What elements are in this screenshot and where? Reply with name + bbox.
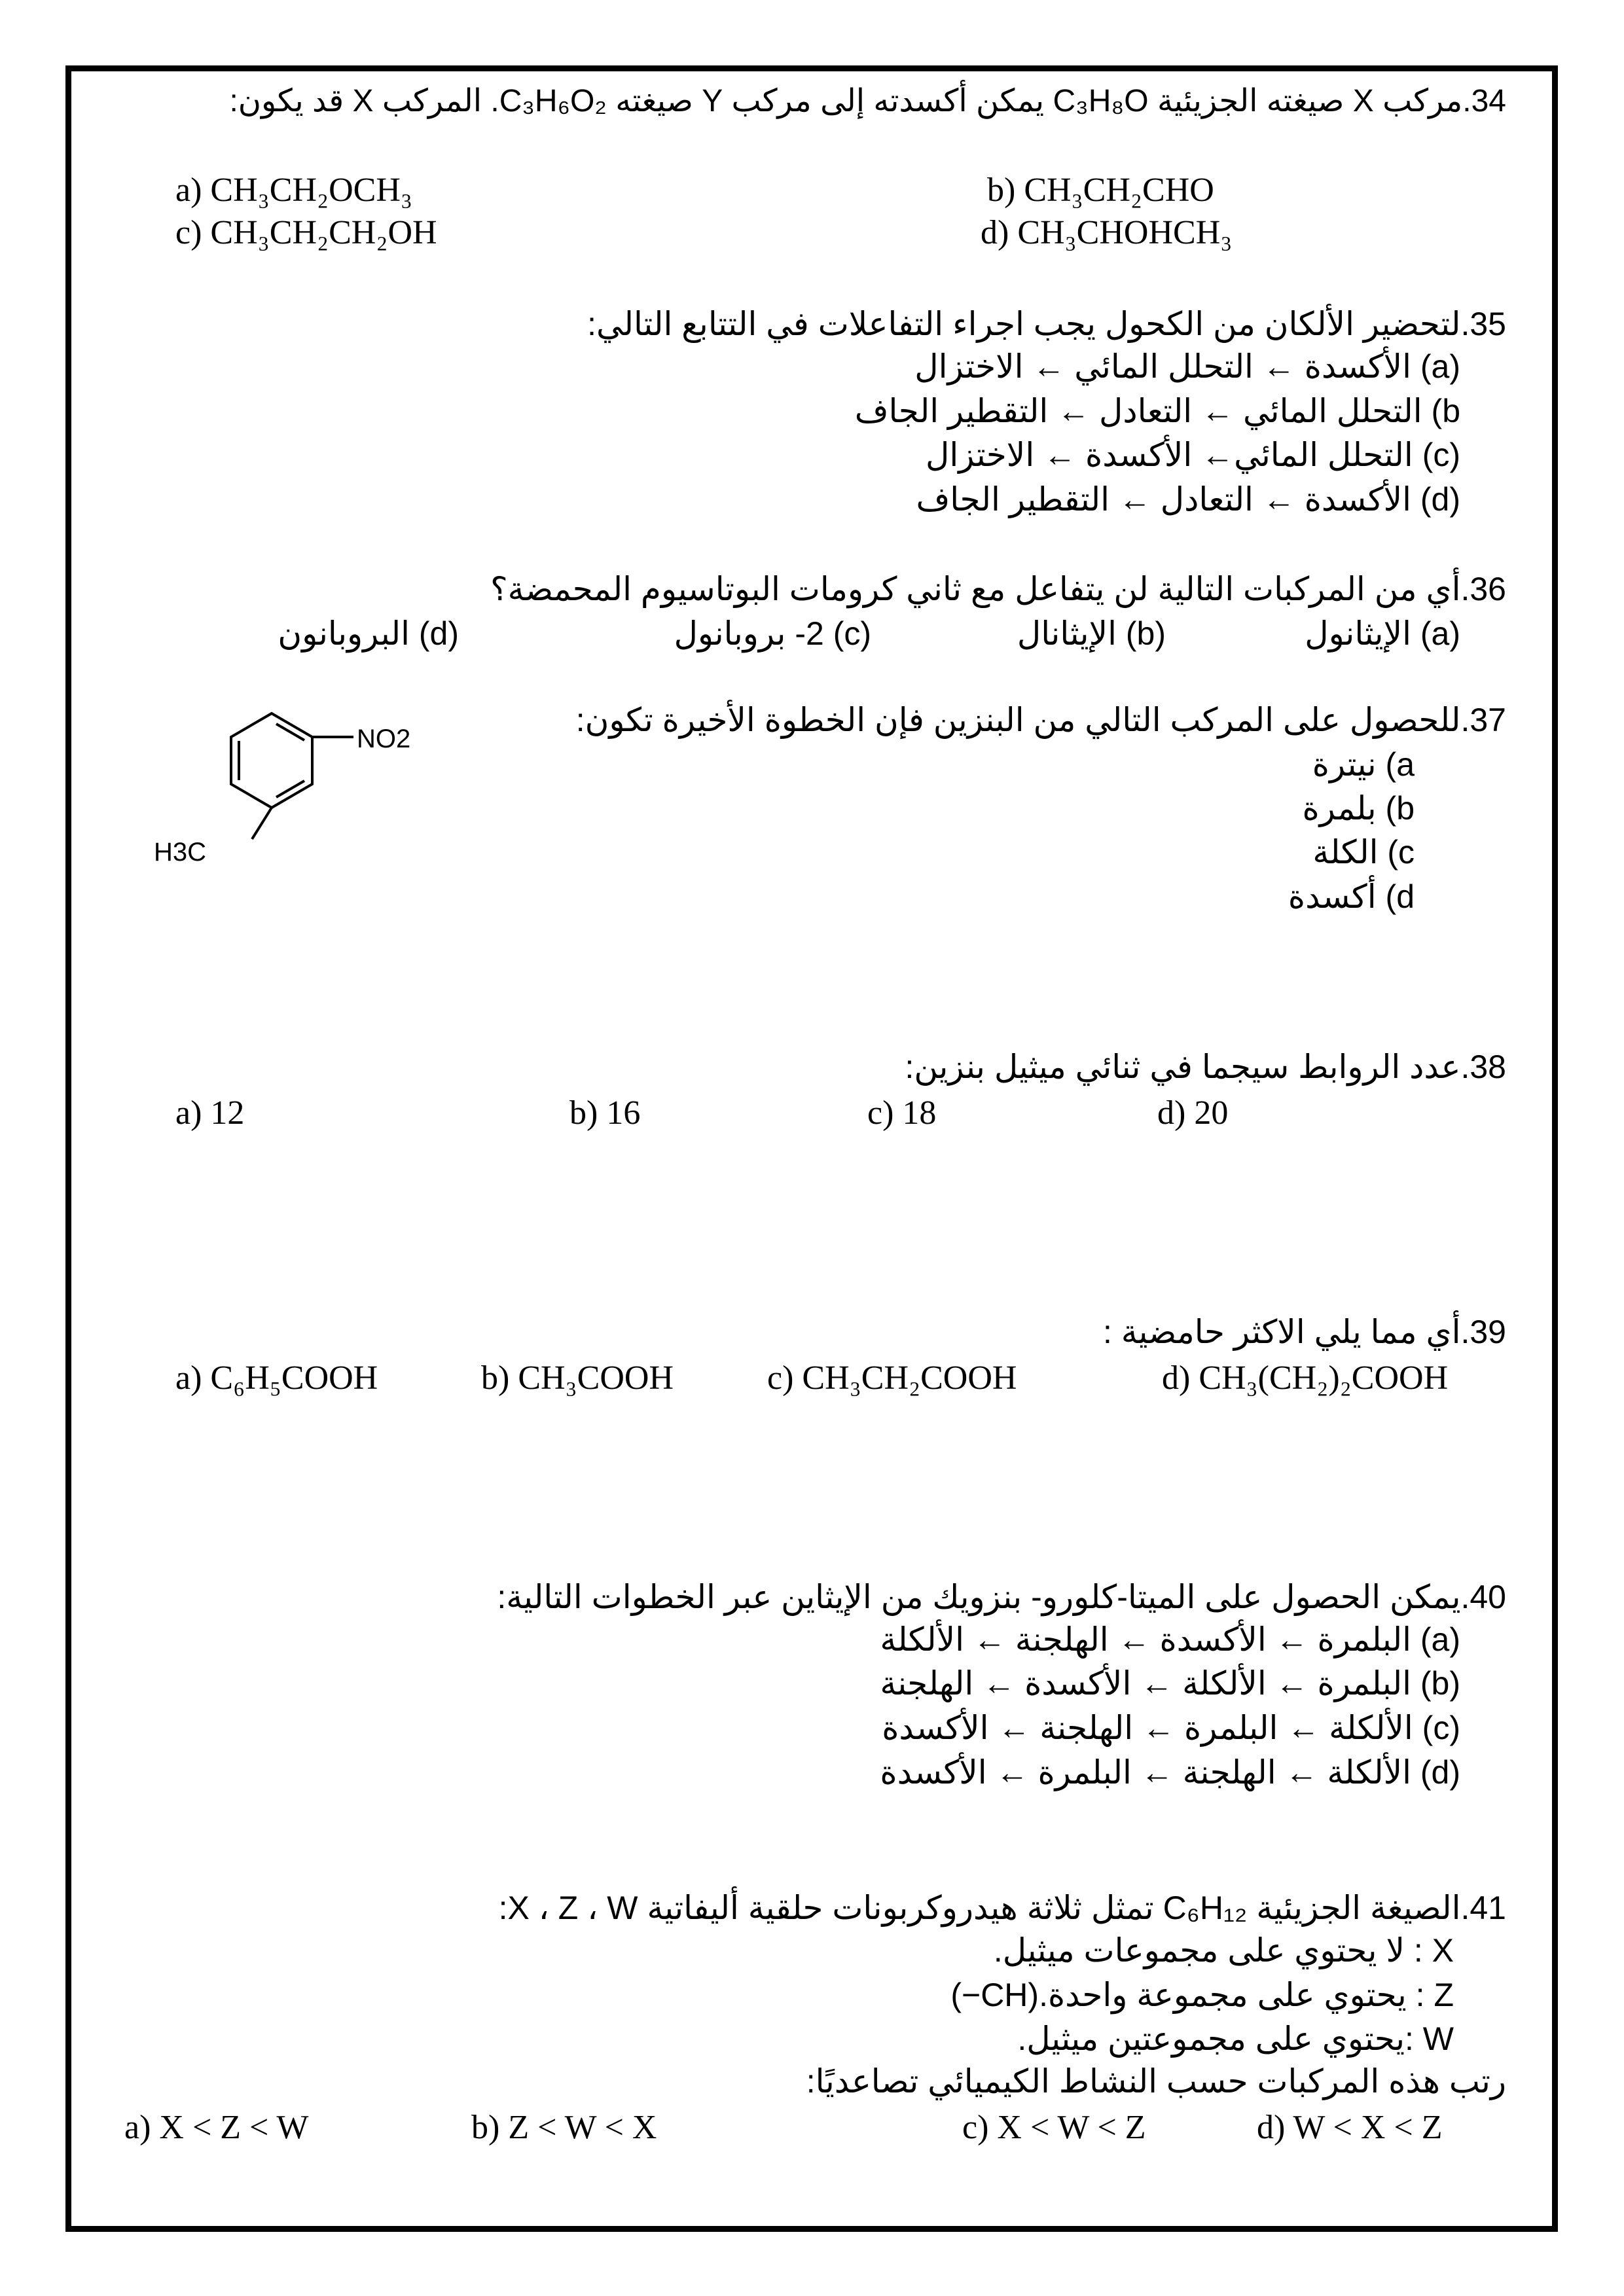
q35-option-c[interactable]: (c) التحلل المائي← الأكسدة ← الاختزال — [926, 437, 1460, 473]
q41-option-b[interactable]: b) Z < W < X — [471, 2109, 657, 2146]
q36-option-d[interactable]: (d) البروبانون — [278, 615, 459, 652]
q39-stem: 39.أي مما يلي الاكثر حامضية : — [1102, 1314, 1506, 1350]
q36-option-a[interactable]: (a) الإيثانول — [1305, 615, 1460, 652]
q37-option-a[interactable]: a) نيترة — [1312, 746, 1415, 783]
q40-option-a[interactable]: (a) البلمرة ← الأكسدة ← الهلجنة ← الألكلة — [880, 1621, 1460, 1658]
q40-option-d[interactable]: (d) الألكلة ← الهلجنة ← البلمرة ← الأكسدة — [880, 1754, 1460, 1791]
q41-option-a[interactable]: a) X < Z < W — [124, 2109, 309, 2146]
q40-stem: 40.يمكن الحصول على الميتا-كلورو- بنزويك من الإيثاين عبر الخطوات التالية: — [497, 1579, 1506, 1615]
q38-stem: 38.عدد الروابط سيجما في ثنائي ميثيل بنزين: — [905, 1049, 1506, 1085]
q37-option-d[interactable]: d) أكسدة — [1288, 878, 1415, 915]
benzene-ring — [231, 713, 353, 839]
q41-prompt: رتب هذه المركبات حسب النشاط الكيميائي تصاعديًا: — [806, 2063, 1506, 2100]
q41-w-description: W :يحتوي على مجموعتين ميثيل. — [1017, 2020, 1454, 2057]
q39-option-d[interactable]: d) CH₃(CH₂)₂COOH — [1162, 1359, 1449, 1397]
q34-option-d[interactable]: d) CH₃CHOHCH₃ — [981, 214, 1233, 251]
q41-stem: 41.الصيغة الجزيئية C₆H₁₂ تمثل ثلاثة هيدروكربونات حلقية أليفاتية X ، Z ، W: — [498, 1890, 1506, 1926]
meta-nitrotoluene-structure — [141, 694, 416, 890]
q34-option-c[interactable]: c) CH₃CH₂CH₂OH — [175, 214, 437, 251]
q38-option-c[interactable]: c) 18 — [867, 1094, 937, 1132]
q34-stem: 34.مركب X صيغته الجزيئية C₃H₈O يمكن أكسدته إلى مركب Y صيغته C₃H₆O₂. المركب X قد يكون: — [229, 84, 1506, 118]
q38-option-b[interactable]: b) 16 — [569, 1094, 641, 1132]
q41-option-d[interactable]: d) W < X < Z — [1257, 2109, 1443, 2146]
q35-stem: 35.لتحضير الألكان من الكحول يجب اجراء التفاعلات في التتابع التالي: — [587, 306, 1506, 342]
q40-option-b[interactable]: (b) البلمرة ← الألكلة ← الأكسدة ← الهلجنة — [880, 1665, 1460, 1702]
q37-option-b[interactable]: b) بلمرة — [1302, 790, 1415, 827]
q39-option-b[interactable]: b) CH₃COOH — [481, 1359, 674, 1397]
q40-option-c[interactable]: (c) الألكلة ← البلمرة ← الهلجنة ← الأكسدة — [882, 1710, 1460, 1746]
q35-option-a[interactable]: (a) الأكسدة ← التحلل المائي ← الاختزال — [914, 348, 1460, 385]
q38-option-d[interactable]: d) 20 — [1157, 1094, 1229, 1132]
q36-option-b[interactable]: (b) الإيثانال — [1017, 615, 1166, 652]
q36-stem: 36.أي من المركبات التالية لن يتفاعل مع ثاني كرومات البوتاسيوم المحمضة؟ — [490, 571, 1506, 607]
q34-option-b[interactable]: b) CH₃CH₂CHO — [987, 171, 1214, 209]
q36-option-c[interactable]: (c) 2- بروبانول — [674, 615, 871, 652]
q39-option-c[interactable]: c) CH₃CH₂COOH — [767, 1359, 1017, 1397]
methyl-group-label: H3C — [154, 838, 207, 867]
q41-z-description: Z : يحتوي على مجموعة واحدة.(CH−) — [950, 1977, 1454, 2013]
q37-option-c[interactable]: c) الكلة — [1312, 834, 1415, 870]
q39-option-a[interactable]: a) C₆H₅COOH — [175, 1359, 378, 1397]
q35-option-d[interactable]: (d) الأكسدة ← التعادل ← التقطير الجاف — [916, 481, 1460, 518]
nitro-group-label: NO2 — [357, 725, 411, 753]
methyl-bond — [252, 808, 272, 839]
q34-option-a[interactable]: a) CH₃CH₂OCH₃ — [175, 171, 413, 209]
q41-x-description: X : لا يحتوي على مجموعات ميثيل. — [993, 1932, 1454, 1969]
q37-stem: 37.للحصول على المركب التالي من البنزين فإن الخطوة الأخيرة تكون: — [575, 702, 1506, 738]
q41-option-c[interactable]: c) X < W < Z — [962, 2109, 1146, 2146]
q38-option-a[interactable]: a) 12 — [175, 1094, 245, 1132]
q35-option-b[interactable]: b) التحلل المائي ← التعادل ← التقطير الجاف — [854, 393, 1460, 429]
